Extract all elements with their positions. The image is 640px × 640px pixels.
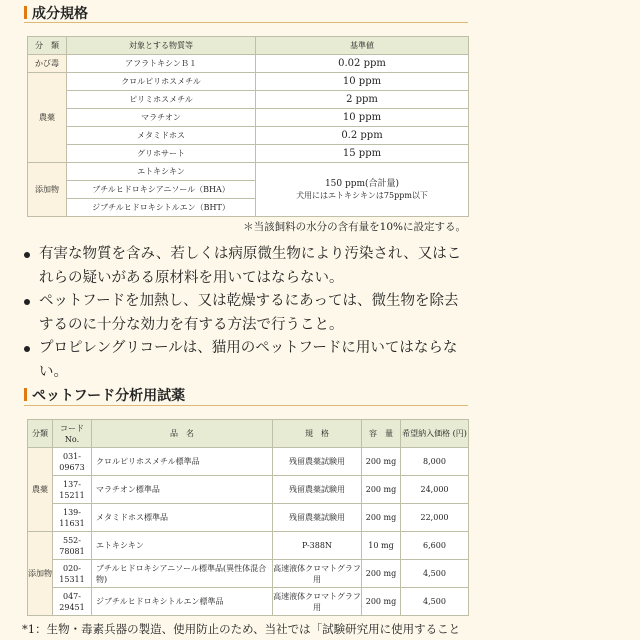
header-price: 希望納入価格 (円) xyxy=(401,420,469,448)
price-cell: 6,600 xyxy=(401,532,469,560)
price-cell: 4,500 xyxy=(401,560,469,588)
header-spec: 規 格 xyxy=(273,420,362,448)
capacity-cell: 200 mg xyxy=(362,448,401,476)
category-cell: 農薬 xyxy=(28,448,53,532)
spec-cell: 残留農薬試験用 xyxy=(273,448,362,476)
list-item: 有害な物質を含み、若しくは病原微生物により汚染され、又はこれらの疑いがある原材料を用いてはならない。 xyxy=(22,243,472,290)
header-name: 品 名 xyxy=(92,420,273,448)
spec-cell: 高速液体クロマトグラフ用 xyxy=(273,560,362,588)
table-row xyxy=(28,588,469,616)
product-name-cell: クロルピリホスメチル標準品 xyxy=(92,448,273,476)
specs-table xyxy=(27,36,469,217)
code-cell: 137-15211 xyxy=(53,476,92,504)
header-category: 分類 xyxy=(28,420,53,448)
capacity-cell: 200 mg xyxy=(362,560,401,588)
table-row xyxy=(28,55,469,73)
table-row xyxy=(28,109,469,127)
category-cell: 農薬 xyxy=(28,73,67,163)
table-row xyxy=(28,504,469,532)
list-item: ペットフードを加熱し、又は乾燥するにあっては、微生物を除去するのに十分な効力を有する方法で行うこと。 xyxy=(22,290,472,337)
price-cell: 24,000 xyxy=(401,476,469,504)
substance-cell: ブチルヒドロキシアニソール（BHA） xyxy=(67,181,256,199)
table-row xyxy=(28,145,469,163)
table-row xyxy=(28,532,469,560)
section-title-reagents: ペットフード分析用試薬 xyxy=(24,385,468,406)
product-name-cell: メタミドホス標準品 xyxy=(92,504,273,532)
price-cell: 4,500 xyxy=(401,588,469,616)
table-header-row xyxy=(28,420,469,448)
reagents-table xyxy=(27,419,469,616)
spec-cell: 残留農薬試験用 xyxy=(273,504,362,532)
header-capacity: 容 量 xyxy=(362,420,401,448)
spec-cell: P-388N xyxy=(273,532,362,560)
bullet-list xyxy=(22,243,472,384)
category-cell: かび毒 xyxy=(28,55,67,73)
substance-cell: グリホサート xyxy=(67,145,256,163)
substance-cell: エトキシキン xyxy=(67,163,256,181)
header-value: 基準値 xyxy=(256,37,469,55)
capacity-cell: 200 mg xyxy=(362,504,401,532)
product-name-cell: ブチルヒドロキシアニソール標準品(異性体混合物) xyxy=(92,560,273,588)
table-row xyxy=(28,73,469,91)
list-item: プロピレングリコールは、猫用のペットフードに用いてはならない。 xyxy=(22,337,472,384)
code-cell: 139-11631 xyxy=(53,504,92,532)
value-cell: 0.02 ppm xyxy=(256,55,469,73)
table-row xyxy=(28,476,469,504)
table-row xyxy=(28,448,469,476)
substance-cell: アフラトキシンＢ１ xyxy=(67,55,256,73)
table-row xyxy=(28,163,469,181)
table-row xyxy=(28,127,469,145)
code-cell: 552-78081 xyxy=(53,532,92,560)
value-cell: 10 ppm xyxy=(256,109,469,127)
code-cell: 047-29451 xyxy=(53,588,92,616)
code-cell: 031-09673 xyxy=(53,448,92,476)
header-substance: 対象とする物質等 xyxy=(67,37,256,55)
capacity-cell: 10 mg xyxy=(362,532,401,560)
additive-value-line1: 150 ppm(合計量) xyxy=(324,178,400,189)
category-cell: 添加物 xyxy=(28,163,67,217)
value-cell: 0.2 ppm xyxy=(256,127,469,145)
category-cell: 添加物 xyxy=(28,532,53,616)
moisture-note: ＊当該飼料の水分の含有量を10%に設定する。 xyxy=(243,221,466,233)
header-code: コード No. xyxy=(53,420,92,448)
footnote: *1：生物・毒素兵器の製造、使用防止のため、当社では「試験研究用に使用すること xyxy=(22,622,461,636)
table-row xyxy=(28,560,469,588)
header-category: 分 類 xyxy=(28,37,67,55)
product-name-cell: ジブチルヒドロキシトルエン標準品 xyxy=(92,588,273,616)
substance-cell: ピリミホスメチル xyxy=(67,91,256,109)
additive-value-cell xyxy=(256,163,469,217)
spec-cell: 高速液体クロマトグラフ用 xyxy=(273,588,362,616)
additive-value-line2: 犬用にはエトキシキンは75ppm以下 xyxy=(296,190,428,200)
code-cell: 020-15311 xyxy=(53,560,92,588)
substance-cell: ジブチルヒドロキシトルエン（BHT） xyxy=(67,199,256,217)
substance-cell: クロルピリホスメチル xyxy=(67,73,256,91)
price-cell: 8,000 xyxy=(401,448,469,476)
capacity-cell: 200 mg xyxy=(362,476,401,504)
table-header-row xyxy=(28,37,469,55)
section-title-specs: 成分規格 xyxy=(24,3,468,23)
value-cell: 2 ppm xyxy=(256,91,469,109)
table-row xyxy=(28,91,469,109)
value-cell: 15 ppm xyxy=(256,145,469,163)
product-name-cell: エトキシキン xyxy=(92,532,273,560)
price-cell: 22,000 xyxy=(401,504,469,532)
spec-cell: 残留農薬試験用 xyxy=(273,476,362,504)
value-cell: 10 ppm xyxy=(256,73,469,91)
substance-cell: メタミドホス xyxy=(67,127,256,145)
product-name-cell: マラチオン標準品 xyxy=(92,476,273,504)
capacity-cell: 200 mg xyxy=(362,588,401,616)
substance-cell: マラチオン xyxy=(67,109,256,127)
